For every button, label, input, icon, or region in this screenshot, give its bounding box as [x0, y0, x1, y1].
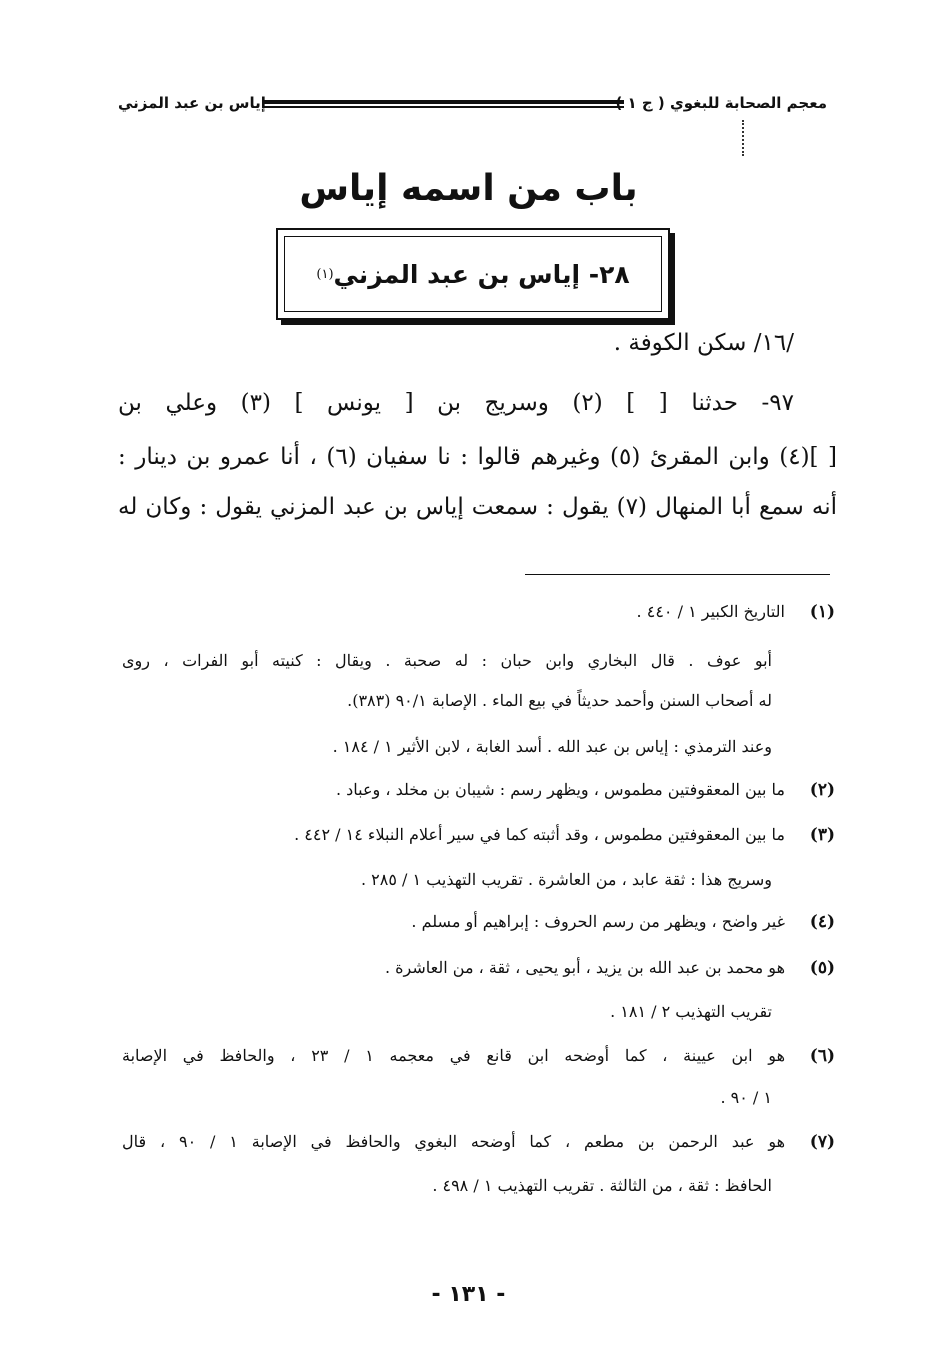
footnote-number-5: (٥) [809, 958, 835, 978]
footnote-6-line-a: هو ابن عيينة ، كما أوضحه ابن قانع في معجمه ١ / ٢٣ ، والحافظ في الإصابة [122, 1046, 785, 1065]
footnote-6-line-b: ١ / ٩٠ . [720, 1088, 772, 1107]
page-number: - ١٣١ - [431, 1282, 506, 1307]
footnote-2-line: ما بين المعقوفتين مطموس ، ويظهر رسم : شيبان بن مخلد ، وعباد . [335, 780, 785, 799]
footnote-1-line-d: وعند الترمذي : إياس بن عبد الله . أسد الغابة ، لابن الأثير ١ / ١٨٤ . [332, 737, 772, 756]
running-header-entry: إياس بن عبد المزني [118, 94, 266, 112]
body-line-3: [ ](٤) وابن المقرئ (٥) وغيرهم قالوا : نا سفيان (٦) ، أنا عمرو بن دينار : [118, 444, 837, 470]
footnote-number-2: (٢) [809, 780, 835, 800]
footnote-number-1: (١) [809, 602, 835, 622]
footnote-separator [525, 574, 830, 575]
chapter-title: باب من اسمه إياس [299, 168, 638, 209]
entry-heading-inner [284, 236, 662, 312]
footnote-1-line-b: أبو عوف . قال البخاري وابن حبان : له صحبة . ويقال : كنيته أبو الفرات ، روى [122, 651, 772, 670]
footnote-3-line-a: ما بين المعقوفتين مطموس ، وقد أثبته كما في سير أعلام النبلاء ١٤ / ٤٤٢ . [294, 825, 785, 844]
footnote-7-line-b: الحافظ : ثقة ، من الثالثة . تقريب التهذيب ١ / ٤٩٨ . [432, 1176, 772, 1195]
footnote-5-line-b: تقريب التهذيب ٢ / ١٨١ . [610, 1002, 772, 1021]
entry-footnote-ref: (١) [316, 266, 334, 282]
footnote-5-line-a: هو محمد بن عبد الله بن يزيد ، أبو يحيى ، ثقة ، من العاشرة . [385, 958, 785, 977]
footnote-number-7: (٧) [809, 1132, 835, 1152]
footnote-4-line: غير واضح ، ويظهر من رسم الحروف : إبراهيم أو مسلم . [411, 912, 785, 931]
footnote-number-6: (٦) [809, 1046, 835, 1066]
running-header-book: معجم الصحابة للبغوي ( ج ١ ) [615, 94, 827, 112]
footnote-number-3: (٣) [809, 825, 835, 845]
body-line-2: ٩٧- حدثنا [ ] (٢) وسريج بن [ يونس ] (٣) وعلي بن [118, 390, 795, 416]
entry-title: ٢٨- إياس بن عبد المزني [333, 259, 630, 289]
body-line-1: /١٦/ سكن الكوفة . [613, 330, 794, 356]
footnote-1-line-c: له أصحاب السنن وأحمد حديثاً في بيع الماء . الإصابة ٩٠/١ (٣٨٣). [347, 691, 772, 710]
margin-mark [742, 120, 744, 156]
header-rule [262, 100, 624, 108]
footnote-7-line-a: هو عبد الرحمن بن مطعم ، كما أوضحه البغوي والحافظ في الإصابة ١ / ٩٠ ، قال [122, 1132, 786, 1151]
body-line-4: أنه سمع أبا المنهال (٧) يقول : سمعت إياس بن عبد المزني يقول : وكان له [118, 494, 838, 520]
entry-heading-box [276, 228, 670, 320]
footnote-1-line-a: التاريخ الكبير ١ / ٤٤٠ . [636, 602, 785, 621]
footnote-number-4: (٤) [809, 912, 835, 932]
footnote-3-line-b: وسريج هذا : ثقة عابد ، من العاشرة . تقريب التهذيب ١ / ٢٨٥ . [360, 870, 772, 889]
